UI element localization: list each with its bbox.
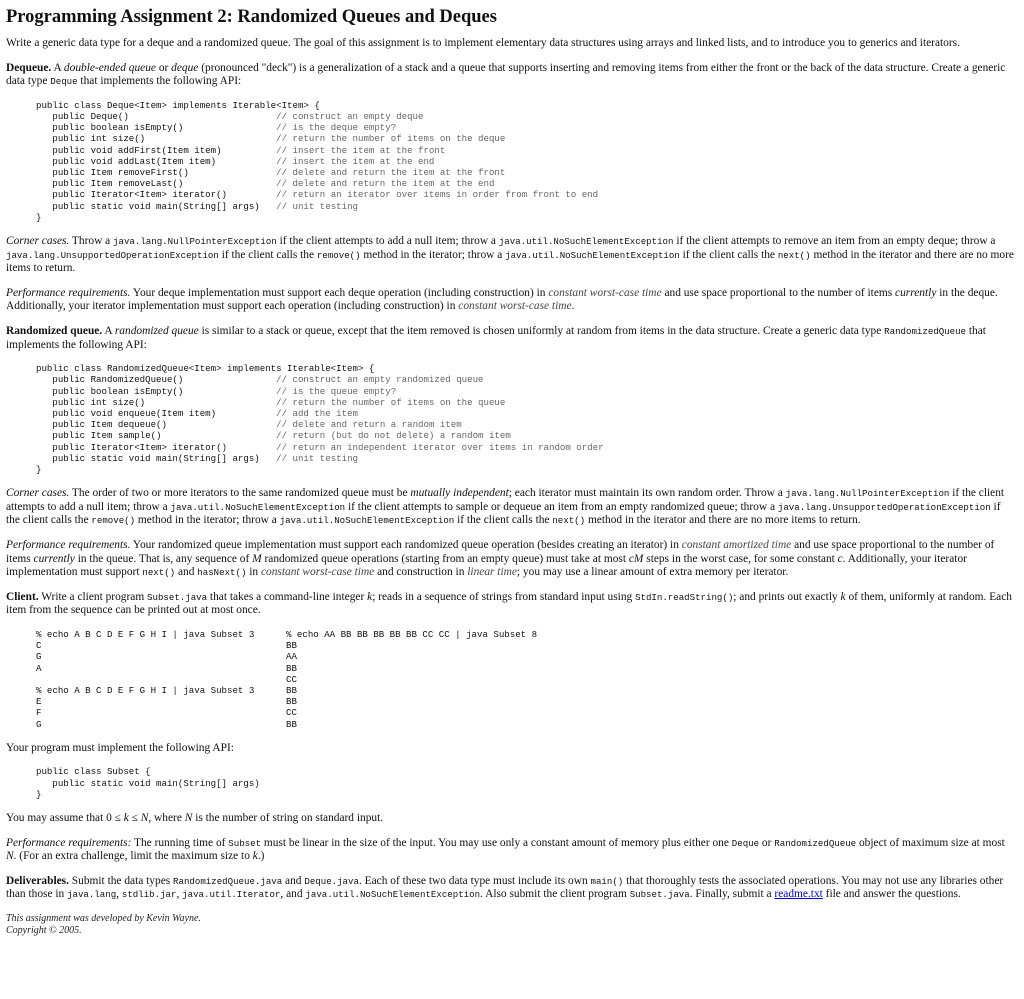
intro-paragraph: Write a generic data type for a deque and a randomized queue. The goal of this assignment is to implement elementary data structures using arrays and linked lists, and to introduce you to generics and iterators. xyxy=(6,37,960,49)
api-signature: public Iterator<Item> iterator() xyxy=(36,441,227,453)
rq-heading: Randomized queue. xyxy=(6,324,103,337)
api-signature: public class RandomizedQueue<Item> implements Iterable<Item> { xyxy=(36,363,375,375)
rq-api xyxy=(6,363,1014,475)
api-comment: // unit testing xyxy=(276,452,358,464)
api-comment: // return (but do not delete) a random item xyxy=(276,430,511,442)
api-comment: // insert the item at the end xyxy=(276,155,435,167)
api-signature: public Iterator<Item> iterator() xyxy=(36,189,227,201)
api-signature: public int size() xyxy=(36,396,146,408)
deliverables-heading: Deliverables. xyxy=(6,874,69,887)
client-examples xyxy=(6,629,1014,730)
deque-corner-cases: Corner cases. Throw a java.lang.NullPointerException if the client attempts to add a null item; throw a java.util.NoSuchElementException if the client attempts to remove an item from an empty deque; throw a java.lang.UnsupportedOperationException if the client calls the remove() method in the iterator; throw a java.util.NoSuchElementException if the client calls the next() method in the iterator and there are no more items to return. xyxy=(6,235,1014,275)
api-comment: // return an independent iterator over items in random order xyxy=(276,441,604,453)
rq-description: Randomized queue. A randomized queue is similar to a stack or queue, except that the item removed is chosen uniformly at random from items in the data structure. Create a generic data type RandomizedQueue that implements the following API: xyxy=(6,324,986,351)
api-signature: public Deque() xyxy=(36,110,129,122)
api-comment: // delete and return a random item xyxy=(276,419,462,431)
api-comment: // is the deque empty? xyxy=(276,122,397,134)
example-right: % echo AA BB BB BB BB BB CC CC | java Subset 8 BB AA BB CC BB BB CC BB xyxy=(286,628,538,730)
api-signature: public Item removeLast() xyxy=(36,178,184,190)
deque-performance: Performance requirements. Your deque implementation must support each deque operation (including construction) in constant worst-case time and use space proportional to the number of items currently in the deque. Additionally, your iterator implementation must support each operation (including construction) in constant worst-case time. xyxy=(6,286,998,313)
api-comment: // add the item xyxy=(276,407,358,419)
footer-copyright: Copyright © 2005. xyxy=(6,924,82,936)
api-comment: // insert the item at the front xyxy=(276,144,446,156)
api-signature: } xyxy=(36,211,42,223)
api-signature: public boolean isEmpty() xyxy=(36,385,184,397)
footer xyxy=(6,913,1014,937)
api-signature: public boolean isEmpty() xyxy=(36,122,184,134)
api-signature: public static void main(String[] args) xyxy=(36,452,260,464)
client-performance: Performance requirements: The running time of Subset must be linear in the size of the input. You may use only a constant amount of memory plus either one Deque or RandomizedQueue object of maximum size at most N. (For an extra challenge, limit the maximum size to k.) xyxy=(6,836,1005,863)
api-signature: public RandomizedQueue() xyxy=(36,374,184,386)
readme-link[interactable]: readme.txt xyxy=(774,888,823,901)
api-signature: public void addFirst(Item item) xyxy=(36,144,222,156)
page-title: Programming Assignment 2: Randomized Queues and Deques xyxy=(6,7,497,27)
rq-corner-cases: Corner cases. The order of two or more iterators to the same randomized queue must be mutually independent; each iterator must maintain its own random order. Throw a java.lang.NullPointerException if the client attempts to add a null item; throw a java.util.NoSuchElementException if the client attempts to sample or dequeue an item from an empty randomized queue; throw a java.lang.UnsupportedOperationException if the client calls the remove() method in the iterator; throw a java.util.NoSuchElementException if the client calls the next() method in the iterator and there are no more items to return. xyxy=(6,487,1005,527)
api-comment: // return an iterator over items in order from front to end xyxy=(276,189,599,201)
client-api-intro: Your program must implement the following API: xyxy=(6,741,234,754)
rq-performance: Performance requirements. Your randomized queue implementation must support each randomized queue operation (besides creating an iterator) in constant amortized time and use space proportional to the number of items currently in the queue. That is, any sequence of M randomized queue operations (starting from an empty queue) must take at most cM steps in the worst case, for some constant c. Additionally, your iterator implementation must support next() and hasNext() in constant worst-case time and construction in linear time; you may use a linear amount of extra memory per iterator. xyxy=(6,538,995,579)
api-signature: public Item removeFirst() xyxy=(36,167,189,178)
api-comment: // unit testing xyxy=(276,200,358,212)
api-comment: // is the queue empty? xyxy=(276,385,397,397)
client-assumption: You may assume that 0 ≤ k ≤ N, where N is the number of string on standard input. xyxy=(6,811,384,824)
api-signature: } xyxy=(36,464,42,475)
api-signature: public int size() xyxy=(36,133,146,145)
api-comment: // construct an empty deque xyxy=(276,110,424,122)
example-left: % echo A B C D E F G H I | java Subset 3 C G A % echo A B C D E F G H I | java Subset 3 E F G xyxy=(36,628,255,730)
api-signature: public void addLast(Item item) xyxy=(36,155,217,167)
api-comment: // delete and return the item at the front xyxy=(276,167,506,178)
api-signature: public class Deque<Item> implements Iterable<Item> { xyxy=(36,99,320,111)
api-comment: // delete and return the item at the end xyxy=(276,178,495,190)
api-signature: public void enqueue(Item item) xyxy=(36,407,217,419)
api-comment: // return the number of items on the queue xyxy=(276,396,506,408)
client-description: Client. Write a client program Subset.java that takes a command-line integer k; reads in a sequence of strings from standard input using StdIn.readString(); and prints out exactly k of them, uniformly at random. Each item from the sequence can be printed out at most once. xyxy=(6,590,1012,617)
api-signature: public Item sample() xyxy=(36,430,162,442)
api-signature: public static void main(String[] args) xyxy=(36,200,260,212)
deque-api xyxy=(6,100,1014,223)
deque-heading: Dequeue. xyxy=(6,61,52,74)
api-signature: public Item dequeue() xyxy=(36,419,167,431)
subset-api: public class Subset { public static void main(String[] args) } xyxy=(36,766,260,800)
footer-credit: This assignment was developed by Kevin Wayne. xyxy=(6,912,201,924)
api-comment: // construct an empty randomized queue xyxy=(276,374,484,386)
api-comment: // return the number of items on the deque xyxy=(276,133,506,145)
deque-description: Dequeue. A double-ended queue or deque (pronounced "deck") is a generalization of a stack and a queue that supports inserting and removing items from either the front or the back of the data structure. Create a generic data type Deque that implements the following API: xyxy=(6,61,1006,88)
client-heading: Client. xyxy=(6,590,39,603)
deliverables-paragraph: Deliverables. Submit the data types RandomizedQueue.java and Deque.java. Each of these two data type must include its own main() that thoroughly tests the associated operations. You may not use any libraries other than those in java.lang, stdlib.jar, java.util.Iterator, and java.util.NoSuchElementException. Also submit the client program Subset.java. Finally, submit a readme.txt file and answer the questions. xyxy=(6,874,1004,901)
